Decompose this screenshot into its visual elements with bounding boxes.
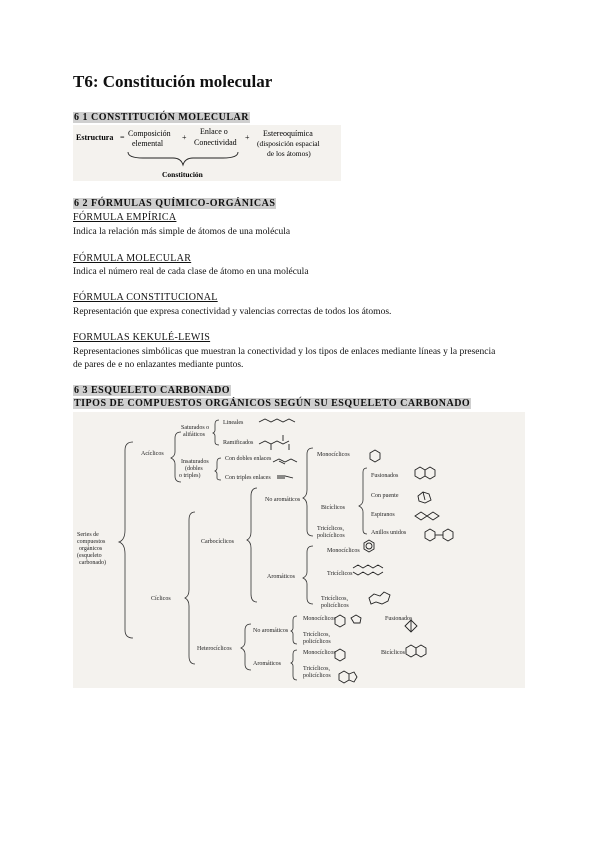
tree-het-tri-1: Tricíclicos, — [303, 632, 330, 638]
biphenyl-ring-a — [425, 529, 435, 541]
tree-triciclicos-1: Tricíclicos, — [317, 526, 344, 532]
tree-root-1: Series de — [77, 532, 99, 538]
tree-arom-tri: Tricíclicos — [327, 571, 353, 577]
tree-het-arom-tri-1: Tricíclicos, — [303, 666, 330, 672]
tree-root-3: orgánicos — [79, 546, 103, 552]
tree-root-4: (esqueleto — [77, 553, 102, 559]
tree-fusionados2: Fusionados — [385, 616, 413, 622]
tree-arom-mono: Monocíclicos — [327, 548, 360, 554]
tree-root-2: compuestos — [77, 539, 106, 545]
section-heading-esqueleto — [73, 385, 231, 396]
tree-saturados-1: Saturados o — [181, 425, 210, 431]
label-estereo-2: (disposición espacial — [257, 139, 320, 148]
tree-aromaticos: Aromáticos — [267, 574, 295, 580]
label-composicion-1: Composición — [128, 129, 171, 138]
formula-molecular-text: Indica el número real de cada clase de átomo en una molécula — [73, 267, 309, 277]
section-heading-formulas — [73, 198, 276, 209]
tree-lineales: Lineales — [223, 420, 244, 426]
tree-het-tri-2: policíclicos — [303, 639, 331, 645]
label-composicion-2: elemental — [132, 139, 164, 148]
section-heading-text: 6 2 FÓRMULAS QUÍMICO-ORGÁNICAS — [74, 198, 276, 209]
tree-aciclicos: Acíclicos — [141, 451, 164, 457]
pyridine-like-structure — [335, 615, 345, 627]
carbon-skeleton-tree — [73, 412, 525, 688]
label-enlace-2: Conectividad — [194, 138, 237, 147]
formula-kekule-heading: FORMULAS KEKULÉ-LEWIS — [73, 332, 211, 343]
tree-saturados-2: alifáticos — [183, 432, 205, 438]
spiro-ring-b — [427, 512, 439, 520]
page-title: T6: Constitución molecular — [73, 72, 273, 91]
plus-sign-2: + — [245, 133, 250, 142]
tree-arom-poli-2: policíclicos — [321, 603, 349, 609]
tree-no-aromaticos: No aromáticos — [265, 497, 301, 503]
alkyne-chain-structure — [277, 476, 293, 478]
label-estereo-3: de los átomos) — [267, 149, 311, 158]
carbazole-structure — [339, 671, 357, 683]
biphenyl-ring-b — [443, 529, 453, 541]
tree-insaturados-2: (dobles — [185, 466, 203, 472]
pyrrolidine-structure — [351, 615, 361, 623]
section-subheading-tipos — [73, 398, 471, 409]
alkene-chain-structure — [273, 459, 297, 464]
plus-sign-1: + — [182, 133, 187, 142]
label-estereo-1: Estereoquímica — [263, 129, 313, 138]
tree-heterociclicos: Heterocíclicos — [197, 646, 232, 652]
tree-het-noarom: No aromáticos — [253, 628, 289, 634]
benzene-aromatic-circle — [366, 543, 372, 549]
decalin-ring-b — [425, 467, 435, 479]
section-heading-constitucion — [73, 112, 250, 123]
formula-molecular-heading: FÓRMULA MOLECULAR — [73, 253, 192, 264]
tree-fusionados: Fusionados — [371, 473, 399, 479]
tree-het-arom-tri-2: policíclicos — [303, 673, 331, 679]
tree-insaturados-3: o triples) — [179, 473, 201, 479]
formula-constitucional-heading: FÓRMULA CONSTITUCIONAL — [73, 292, 218, 303]
formula-constitucional-text: Representación que expresa conectividad y valencias correctas de todos los átomos. — [73, 307, 392, 317]
formula-kekule-text-1: Representaciones simbólicas que muestran la conectividad y los tipos de enlaces mediante líneas y la presencia — [73, 347, 496, 357]
tree-espiranos: Espiranos — [371, 512, 395, 518]
tree-ramificados: Ramificados — [223, 440, 254, 446]
cyclohexane-structure — [370, 450, 380, 462]
quinoline-ring-a — [406, 645, 416, 657]
tree-ciclicos: Cíclicos — [151, 596, 171, 602]
branched-chain-structure — [259, 435, 289, 450]
tree-arom-poli-1: Tricíclicos, — [321, 596, 348, 602]
tree-con-triple: Con triples enlaces — [225, 475, 271, 481]
constitution-brace — [128, 152, 238, 165]
tree-carbociclicos: Carbocíclicos — [201, 539, 234, 545]
tree-monociclicos: Monocíclicos — [317, 452, 350, 458]
quinoline-ring-b — [416, 645, 426, 657]
tree-anillos: Anillos unidos — [371, 530, 407, 536]
pyridine-structure — [335, 649, 345, 661]
tree-root-5: carbonado) — [79, 560, 106, 566]
anthracene-structure — [353, 565, 383, 575]
tree-con-doble: Con dobles enlaces — [225, 456, 272, 462]
tree-het-mono: Monocíclicos — [303, 616, 336, 622]
formula-kekule-text-2: de pares de e no enlazantes mediante puntos. — [73, 360, 244, 370]
spiro-ring-a — [415, 512, 427, 520]
equals-sign: = — [120, 133, 125, 142]
section-subheading-text: TIPOS DE COMPUESTOS ORGÁNICOS SEGÚN SU ESQUELETO CARBONADO — [74, 398, 471, 409]
decalin-ring-a — [415, 467, 425, 479]
label-estructura: Estructura — [76, 133, 114, 142]
section-heading-text: 6 1 CONSTITUCIÓN MOLECULAR — [74, 112, 249, 123]
benzene-structure — [364, 540, 374, 552]
tree-con-puente: Con puente — [371, 493, 399, 499]
label-enlace-1: Enlace o — [200, 127, 228, 136]
formula-empirica-heading: FÓRMULA EMPÍRICA — [73, 212, 177, 223]
formula-empirica-text: Indica la relación más simple de átomos de una molécula — [73, 227, 291, 237]
tree-het-biciclicos: Bicíclicos — [381, 650, 405, 656]
tree-biciclicos: Bicíclicos — [321, 505, 345, 511]
tree-triciclicos-2: policíclicos — [317, 533, 345, 539]
tree-het-arom-mono: Monocíclicos — [303, 650, 336, 656]
label-constitucion: Constitución — [162, 170, 203, 179]
constitution-diagram — [73, 125, 341, 181]
phenanthrene-structure — [369, 592, 390, 604]
bridged-bicycle-structure — [418, 492, 431, 503]
section-heading-text: 6 3 ESQUELETO CARBONADO — [74, 385, 231, 396]
linear-chain-structure — [259, 419, 295, 422]
tree-insaturados-1: Insaturados — [181, 459, 209, 465]
tree-het-arom: Aromáticos — [253, 661, 281, 667]
